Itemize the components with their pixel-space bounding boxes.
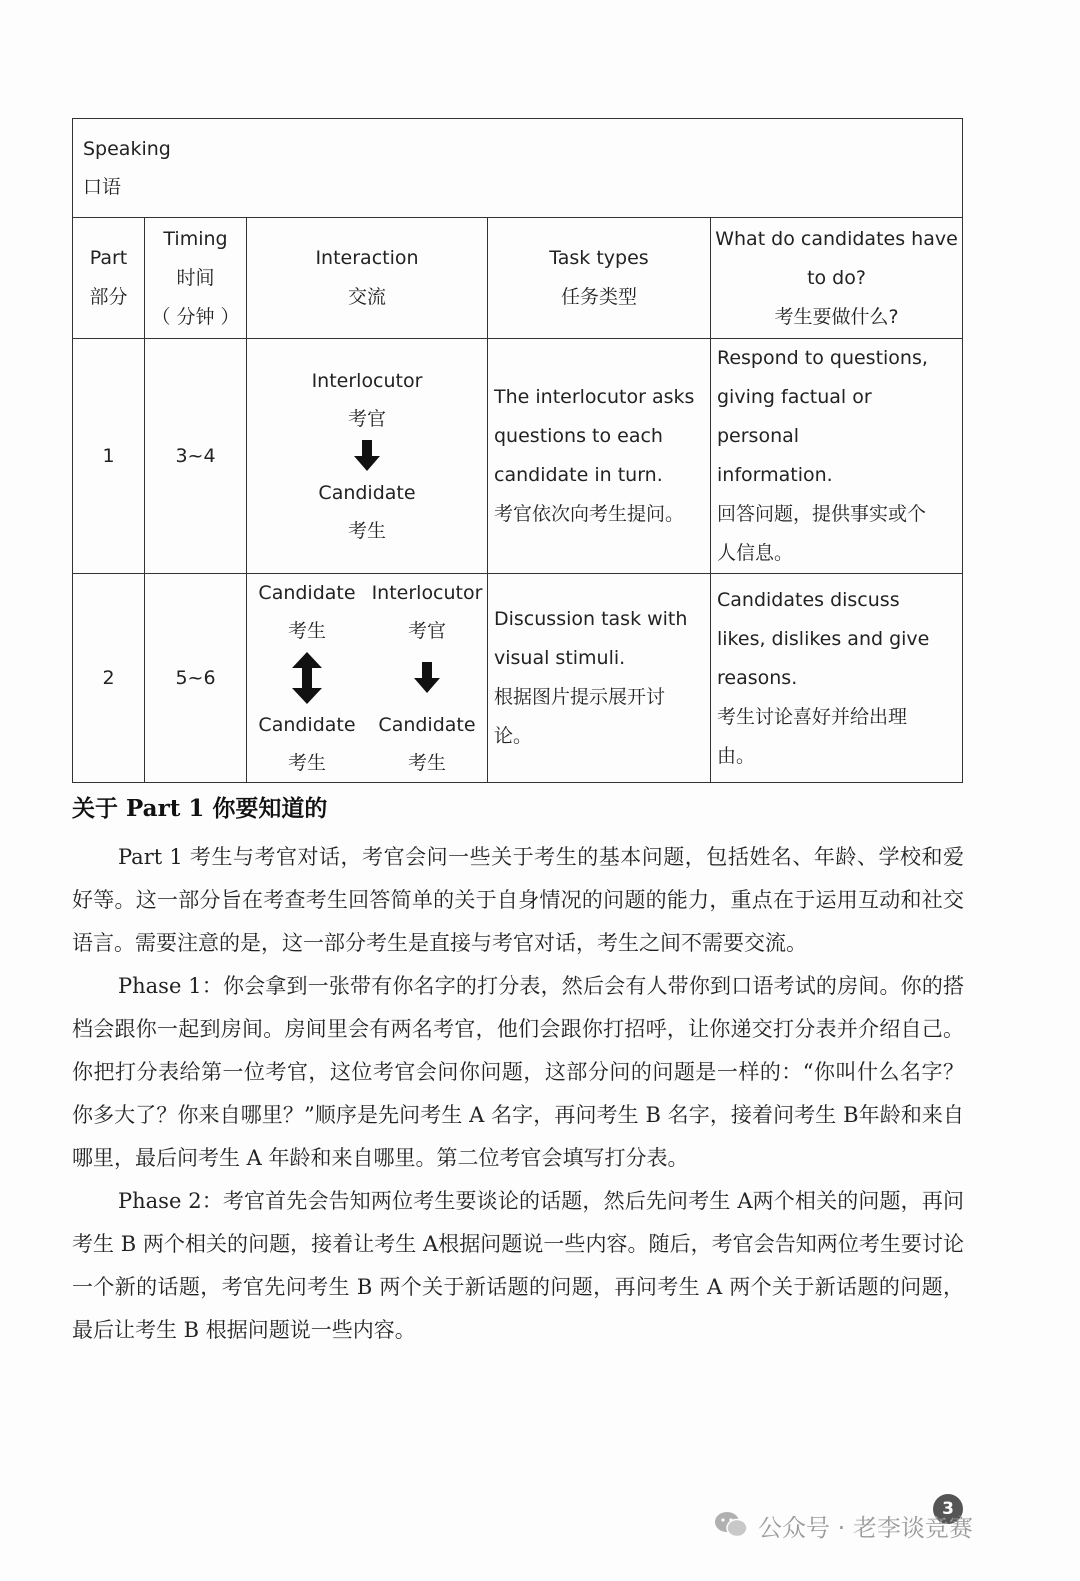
row2-task-en-2: visual stimuli. <box>494 647 626 669</box>
header-part <box>73 218 145 339</box>
header-timing <box>145 218 247 339</box>
speaking-table <box>72 118 963 783</box>
header-interaction-en: Interaction <box>315 247 419 269</box>
table-row <box>73 339 963 574</box>
row1-part: 1 <box>73 339 145 574</box>
page-number: 3 <box>933 1494 963 1524</box>
double-arrow-icon <box>247 650 367 706</box>
row1-to-cn: 考生 <box>347 520 386 542</box>
row1-task-cn: 考官依次向考生提问。 <box>494 503 685 525</box>
header-part-en: Part <box>89 247 128 269</box>
row2-task <box>488 574 711 783</box>
row2-b-top-cn: 考官 <box>407 620 446 642</box>
row2-b-bot-cn: 考生 <box>407 752 446 774</box>
row1-do-cn-2: 人信息。 <box>717 542 794 564</box>
row1-do-en-3: information. <box>717 464 833 486</box>
table-title-cn: 口语 <box>83 176 122 198</box>
row1-do-en-1: Respond to questions, <box>717 347 928 369</box>
row2-do-en-2: likes, dislikes and give <box>717 627 930 650</box>
header-task <box>488 218 711 339</box>
row1-to-en: Candidate <box>318 482 416 504</box>
row2-task-cn-2: 论。 <box>494 725 533 747</box>
row2-timing: 5~6 <box>145 574 247 783</box>
row1-interaction <box>247 339 488 574</box>
row2-a-bot-cn: 考生 <box>287 752 326 774</box>
section-heading: 关于 Part 1 你要知道的 <box>72 795 328 822</box>
row1-do-en-2: giving factual or personal <box>717 386 872 447</box>
row2-task-cn-1: 根据图片提示展开讨 <box>494 686 666 708</box>
row1-do <box>711 339 963 574</box>
row1-task-en-1: The interlocutor asks <box>494 386 695 408</box>
down-arrow-icon <box>367 650 487 706</box>
section-body <box>72 836 964 1352</box>
row1-do-cn-1: 回答问题，提供事实或个 <box>717 503 927 525</box>
table-title <box>73 119 963 218</box>
row2-interaction <box>247 574 488 783</box>
row2-task-en-1: Discussion task with <box>494 608 688 630</box>
row1-timing: 3~4 <box>145 339 247 574</box>
row1-from-en: Interlocutor <box>311 370 423 392</box>
row2-do-en-1: Candidates discuss <box>717 588 900 611</box>
watermark-text: 公众号 · 老李谈竞赛 <box>758 1513 973 1542</box>
row2-pair-b <box>367 574 487 782</box>
watermark <box>714 1505 1044 1545</box>
row1-from-cn: 考官 <box>347 408 386 430</box>
paragraph-phase-1: Phase 1：你会拿到一张带有你名字的打分表，然后会有人带你到口语考试的房间。你的搭档会跟你一起到房间。房间里会有两名考官，他们会跟你打招呼，让你递交打分表并介绍自己。你把打分表给第一位考官，这位考官会问你问题，这部分问的问题是一样的：“你叫什么名字？你多大了？你来自哪里？”顺序是先问考生 A 名字，再问考生 B 名字，接着问考生 B年龄和来自哪里，最后问考生 A 年龄和来自哪里。第二位考官会填写打分表。 <box>72 974 964 1170</box>
row2-b-bot-en: Candidate <box>378 714 476 736</box>
row1-task-en-2: questions to each <box>494 425 663 447</box>
table-title-row <box>73 119 963 218</box>
table-header-row <box>73 218 963 339</box>
row2-do <box>711 574 963 783</box>
row2-do-cn-1: 考生讨论喜好并给出理 <box>717 705 908 728</box>
header-do <box>711 218 963 339</box>
row2-b-top-en: Interlocutor <box>371 582 483 604</box>
header-timing-en: Timing <box>163 227 228 250</box>
header-task-en: Task types <box>549 247 649 269</box>
table-title-en: Speaking <box>83 138 171 160</box>
header-do-en-2: to do? <box>807 266 866 289</box>
row2-pair-a <box>247 574 367 782</box>
row2-part: 2 <box>73 574 145 783</box>
row2-a-bot-en: Candidate <box>258 714 356 736</box>
header-interaction <box>247 218 488 339</box>
row2-a-top-cn: 考生 <box>287 620 326 642</box>
header-timing-unit: （ 分钟 ） <box>151 305 240 328</box>
row2-do-cn-2: 由。 <box>717 744 756 767</box>
row1-task <box>488 339 711 574</box>
header-do-cn: 考生要做什么? <box>774 305 899 328</box>
wechat-icon <box>714 1511 748 1539</box>
row1-task-en-3: candidate in turn. <box>494 464 663 486</box>
table-row <box>73 574 963 783</box>
down-arrow-icon <box>247 438 487 474</box>
header-do-en-1: What do candidates have <box>715 227 958 250</box>
header-timing-cn: 时间 <box>176 266 215 289</box>
paragraph-phase-2: Phase 2：考官首先会告知两位考生要谈论的话题，然后先问考生 A两个相关的问题，再问考生 B 两个相关的问题，接着让考生 A根据问题说一些内容。随后，考官会告知两位考生要讨论一个新的话题，考官先问考生 B 两个关于新话题的问题，再问考生 A 两个关于新话题的问题，最后让考生 B 根据问题说一些内容。 <box>72 1189 964 1342</box>
paragraph-intro: Part 1 考生与考官对话，考官会问一些关于考生的基本问题，包括姓名、年龄、学校和爱好等。这一部分旨在考查考生回答简单的关于自身情况的问题的能力，重点在于运用互动和社交语言。需要注意的是，这一部分考生是直接与考官对话，考生之间不需要交流。 <box>72 845 964 955</box>
row2-do-en-3: reasons. <box>717 666 798 689</box>
header-interaction-cn: 交流 <box>347 286 386 308</box>
header-part-cn: 部分 <box>89 286 128 308</box>
header-task-cn: 任务类型 <box>560 286 637 308</box>
row2-a-top-en: Candidate <box>258 582 356 604</box>
